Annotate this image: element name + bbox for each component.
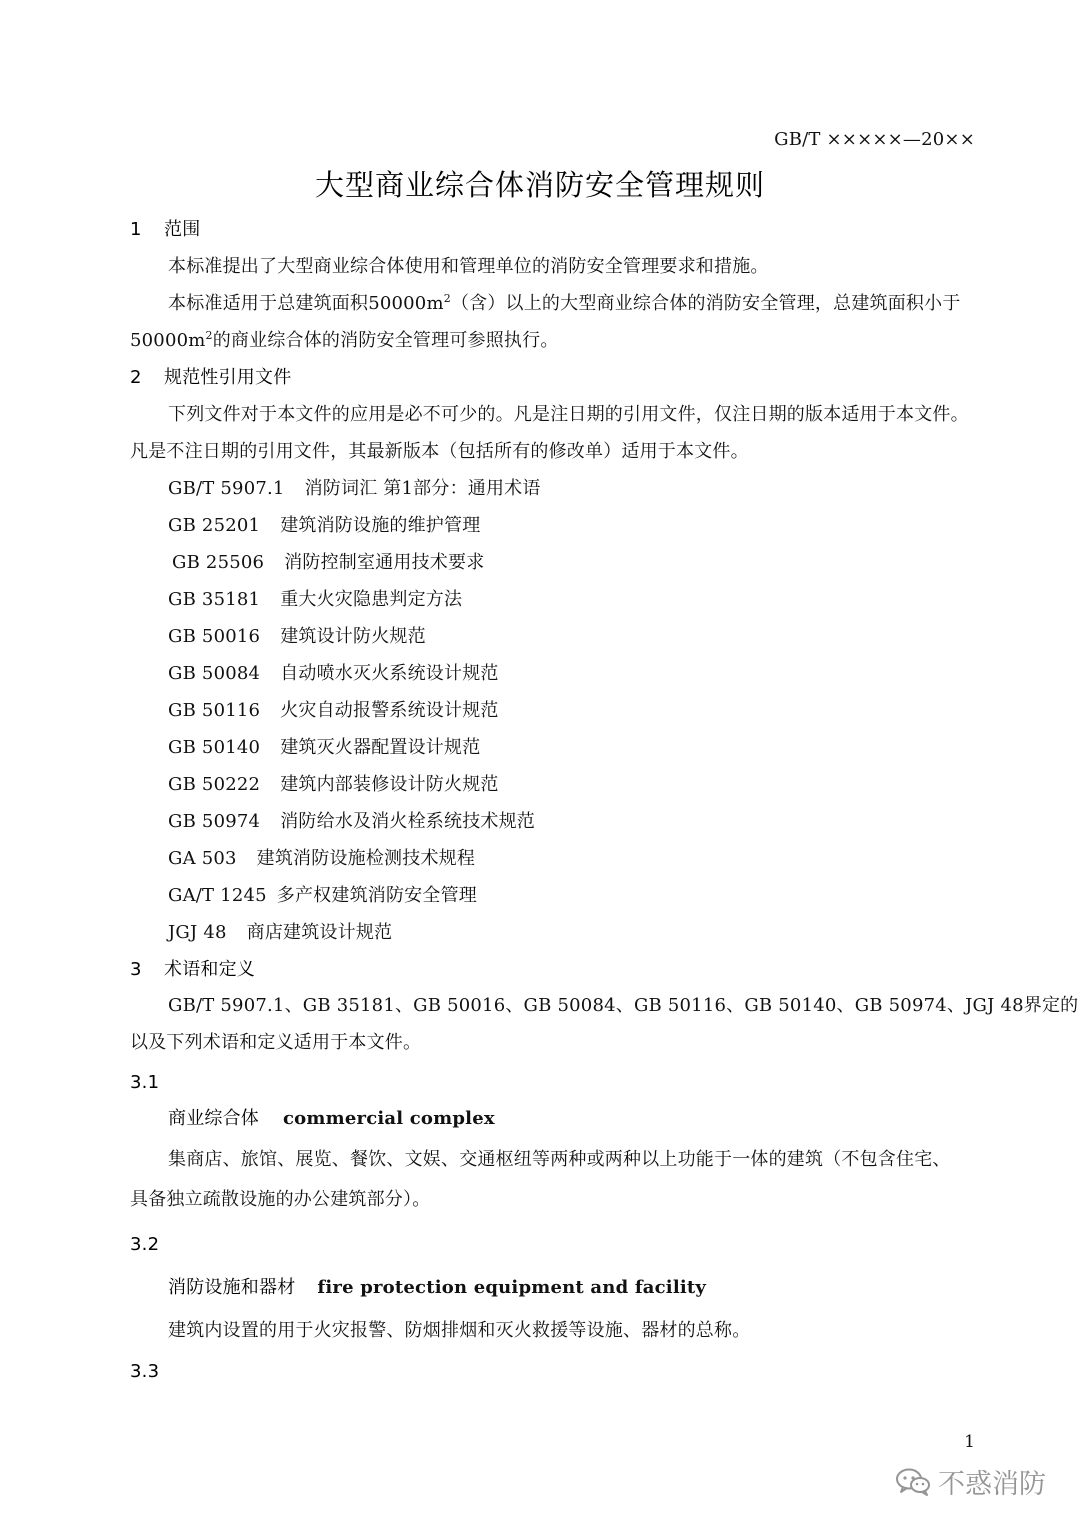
reference-code: GB 35181	[168, 589, 261, 610]
text-run: 50000m	[130, 330, 206, 351]
text-run: 本标准适用于总建筑面积50000m	[168, 293, 444, 314]
term-number: 3.3	[130, 1361, 160, 1382]
standard-number: GB/T ×××××—20××	[774, 129, 975, 150]
text-run: 的商业综合体的消防安全管理可参照执行。	[212, 330, 559, 351]
reference-code: GB 50222	[168, 774, 261, 795]
superscript: 2	[443, 292, 451, 305]
reference-item	[168, 514, 480, 538]
reference-title: 消防给水及消火栓系统技术规范	[280, 811, 536, 832]
reference-title: 自动喷水灭火系统设计规范	[280, 663, 499, 684]
reference-code: GB 25201	[168, 515, 261, 536]
reference-item	[168, 773, 499, 797]
reference-item	[168, 625, 426, 649]
paragraph: GB/T 5907.1、GB 35181、GB 50016、GB 50084、GB 50116、GB 50140、GB 50974、JGJ 48界定的	[168, 995, 1079, 1016]
term-number: 3.2	[130, 1234, 160, 1255]
paragraph: 凡是不注日期的引用文件，其最新版本（包括所有的修改单）适用于本文件。	[130, 441, 749, 462]
reference-code: GB/T 5907.1	[168, 478, 285, 499]
reference-code: GB 25506	[172, 552, 265, 573]
reference-code: JGJ 48	[168, 922, 227, 943]
reference-title: 建筑内部装修设计防火规范	[280, 774, 499, 795]
term-number: 3.1	[130, 1072, 160, 1093]
term-definition: 集商店、旅馆、展览、餐饮、文娱、交通枢纽等两种或两种以上功能于一体的建筑（不包含住宅、	[168, 1149, 951, 1170]
reference-item	[168, 699, 499, 723]
reference-title: 商店建筑设计规范	[246, 922, 393, 943]
section-3-heading	[130, 958, 255, 982]
reference-code: GA 503	[168, 848, 237, 869]
reference-code: GA/T 1245	[168, 885, 267, 906]
wechat-icon	[894, 1466, 932, 1498]
page-number: 1	[964, 1432, 975, 1452]
reference-title: 消防控制室通用技术要求	[284, 552, 485, 573]
reference-item	[168, 662, 499, 686]
reference-title: 消防词汇 第1部分：通用术语	[304, 478, 541, 499]
document-title: 大型商业综合体消防安全管理规则	[314, 168, 765, 202]
section-2-heading	[130, 366, 291, 390]
paragraph: 本标准提出了大型商业综合体使用和管理单位的消防安全管理要求和措施。	[168, 256, 769, 277]
paragraph	[168, 292, 961, 316]
watermark	[894, 1462, 1046, 1501]
term-chinese: 商业综合体	[168, 1108, 259, 1129]
paragraph	[130, 329, 559, 353]
term-heading	[168, 1276, 706, 1300]
reference-item	[168, 736, 480, 760]
reference-item	[168, 588, 462, 612]
reference-item	[168, 921, 392, 945]
reference-title: 建筑灭火器配置设计规范	[280, 737, 481, 758]
section-number: 2	[130, 367, 142, 388]
watermark-text: 不惑消防	[938, 1469, 1046, 1500]
reference-title: 多产权建筑消防安全管理	[276, 885, 477, 906]
reference-item	[168, 847, 475, 871]
reference-code: GB 50016	[168, 626, 261, 647]
superscript: 2	[205, 329, 213, 342]
reference-item	[168, 810, 535, 834]
reference-item	[168, 477, 541, 501]
section-number: 3	[130, 959, 142, 980]
term-heading	[168, 1107, 495, 1131]
reference-title: 重大火灾隐患判定方法	[280, 589, 463, 610]
section-1-heading	[130, 218, 200, 242]
term-definition: 建筑内设置的用于火灾报警、防烟排烟和灭火救援等设施、器材的总称。	[168, 1320, 751, 1341]
term-english: commercial complex	[283, 1108, 495, 1129]
reference-item	[168, 884, 477, 908]
reference-code: GB 50116	[168, 700, 261, 721]
term-definition: 具备独立疏散设施的办公建筑部分）。	[130, 1189, 431, 1210]
reference-title: 建筑设计防火规范	[280, 626, 426, 647]
reference-code: GB 50140	[168, 737, 261, 758]
reference-title: 火灾自动报警系统设计规范	[280, 700, 499, 721]
reference-title: 建筑消防设施的维护管理	[280, 515, 481, 536]
reference-title: 建筑消防设施检测技术规程	[256, 848, 476, 869]
reference-code: GB 50084	[168, 663, 261, 684]
section-title: 术语和定义	[164, 959, 255, 980]
section-title: 范围	[164, 219, 201, 240]
paragraph: 以及下列术语和定义适用于本文件。	[130, 1032, 422, 1053]
text-run: （含）以上的大型商业综合体的消防安全管理，总建筑面积小于	[450, 293, 961, 314]
section-title: 规范性引用文件	[164, 367, 292, 388]
term-english: fire protection equipment and facility	[317, 1277, 707, 1298]
reference-item	[172, 551, 484, 575]
section-number: 1	[130, 219, 142, 240]
paragraph: 下列文件对于本文件的应用是必不可少的。凡是注日期的引用文件，仅注日期的版本适用于本文件。	[168, 404, 969, 425]
reference-code: GB 50974	[168, 811, 261, 832]
term-chinese: 消防设施和器材	[168, 1277, 296, 1298]
